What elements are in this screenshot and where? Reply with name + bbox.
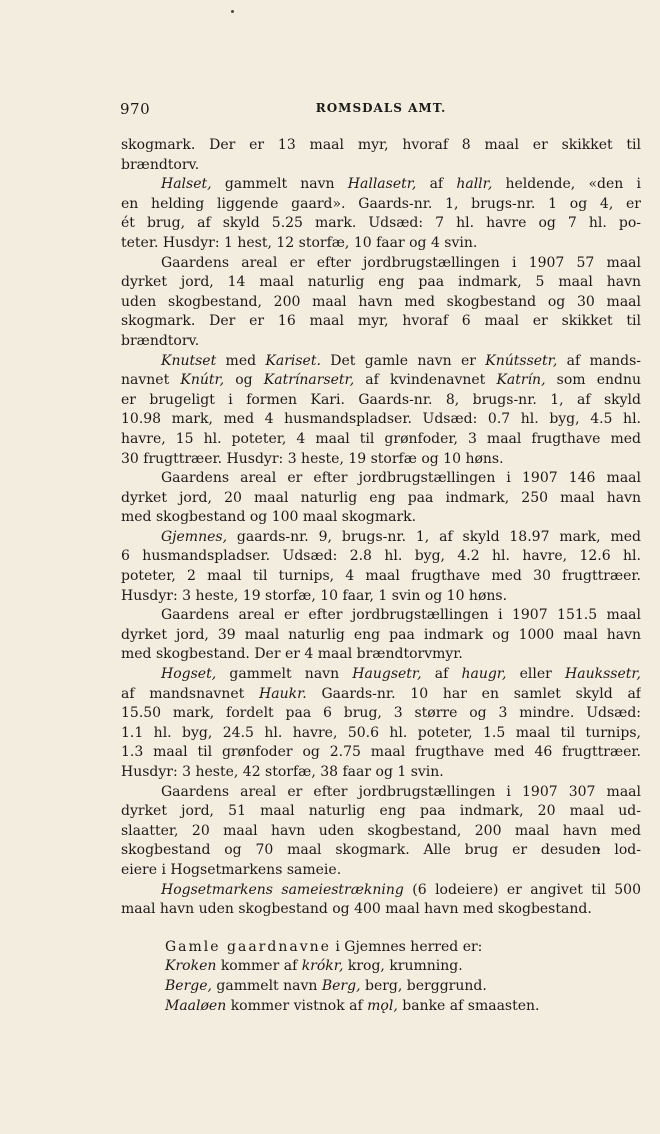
text-run: med skogbestand. Der er 4 maal brændtorvmyr. bbox=[121, 646, 463, 663]
text-run: en helding liggende gaard». Gaards-nr. 1, brugs-nr. 1 og 4, er bbox=[121, 195, 641, 212]
text-run: dyrket jord, 39 maal naturlig eng paa indmark og 1000 maal havn bbox=[121, 626, 641, 643]
text-run: 30 frugttræer. Husdyr: 3 heste, 19 storfæ og 10 høns. bbox=[121, 450, 504, 467]
text-line bbox=[121, 234, 641, 254]
text-run: skogmark. Der er 16 maal myr, hvoraf 6 maal er skikket til bbox=[121, 313, 641, 330]
text-line bbox=[121, 957, 641, 977]
text-run: gammelt navn bbox=[216, 666, 353, 683]
italic-term: Halset, bbox=[161, 176, 212, 193]
text-run: brændtorv. bbox=[121, 332, 200, 349]
text-line bbox=[121, 332, 641, 352]
text-line bbox=[121, 214, 641, 234]
text-run: af bbox=[416, 176, 457, 193]
text-line bbox=[121, 881, 641, 901]
text-run: teter. Husdyr: 1 hest, 12 storfæ, 10 faar og 4 svin. bbox=[121, 234, 478, 251]
text-line bbox=[121, 938, 641, 958]
text-line bbox=[121, 430, 641, 450]
italic-term: Hogset, bbox=[161, 666, 217, 683]
text-run: Husdyr: 3 heste, 19 storfæ, 10 faar, 1 svin og 10 høns. bbox=[121, 587, 508, 604]
text-run: heldende, «den i bbox=[492, 176, 641, 193]
text-line bbox=[121, 665, 641, 685]
text-run: af kvindenavnet bbox=[354, 372, 497, 389]
text-run: i Gjemnes herred er: bbox=[330, 938, 483, 955]
text-line bbox=[121, 685, 641, 705]
text-line bbox=[121, 547, 641, 567]
italic-term: Knutset bbox=[161, 352, 217, 369]
text-run: navnet bbox=[121, 372, 181, 389]
text-run: gaards-nr. 9, brugs-nr. 1, af skyld 18.97 mark, med bbox=[227, 528, 641, 545]
main-paragraphs bbox=[121, 136, 641, 920]
text-line bbox=[121, 156, 641, 176]
text-run: som endnu bbox=[545, 372, 641, 389]
text-line bbox=[121, 822, 641, 842]
text-line bbox=[121, 997, 641, 1017]
text-line bbox=[121, 528, 641, 548]
print-speck bbox=[231, 10, 234, 13]
text-run: 15.50 mark, fordelt paa 6 brug, 3 større og 3 mindre. Udsæd: bbox=[121, 705, 641, 722]
text-line bbox=[121, 391, 641, 411]
italic-term: Knútr, bbox=[180, 372, 225, 389]
text-run: brændtorv. bbox=[121, 156, 200, 173]
text-line bbox=[121, 371, 641, 391]
text-line bbox=[121, 195, 641, 215]
italic-term: Gjemnes, bbox=[161, 528, 228, 545]
text-run: med skogbestand og 100 maal skogmark. bbox=[121, 509, 417, 526]
italic-term: Kariset. bbox=[265, 352, 321, 369]
text-line bbox=[121, 587, 641, 607]
text-run: Gaardens areal er efter jordbrugstællingen i 1907 57 maal bbox=[161, 254, 641, 271]
text-run: af mands- bbox=[557, 352, 641, 369]
italic-term: mǫl, bbox=[367, 997, 398, 1014]
italic-term: haugr, bbox=[461, 666, 507, 683]
text-run: skogmark. Der er 13 maal myr, hvoraf 8 maal er skikket til bbox=[121, 137, 641, 153]
text-line bbox=[121, 861, 641, 881]
text-run: af mandsnavnet bbox=[121, 685, 260, 702]
text-run: Gaardens areal er efter jordbrugstællingen i 1907 307 maal bbox=[161, 783, 641, 800]
italic-term: Knútssetr, bbox=[485, 352, 558, 369]
running-head: ROMSDALS AMT. bbox=[315, 101, 447, 115]
text-line bbox=[121, 136, 641, 156]
italic-term: Hallasetr, bbox=[347, 176, 417, 193]
text-run: havre, 15 hl. poteter, 4 maal til grønfoder, 3 maal frugthave med bbox=[121, 430, 641, 447]
text-line bbox=[121, 175, 641, 195]
text-line bbox=[121, 254, 641, 274]
italic-term: Haugsetr, bbox=[352, 666, 422, 683]
text-run: gammelt navn bbox=[211, 176, 348, 193]
italic-term: Maaløen bbox=[165, 997, 227, 1014]
text-run: med bbox=[216, 352, 266, 369]
text-run: er brugeligt i formen Kari. Gaards-nr. 8, brugs-nr. 1, af skyld bbox=[121, 391, 641, 408]
italic-term: Katrínarsetr, bbox=[263, 372, 355, 389]
text-line bbox=[121, 977, 641, 997]
text-run: kommer vistnok af bbox=[226, 997, 368, 1014]
text-run: Det gamle navn er bbox=[320, 352, 486, 369]
text-line bbox=[121, 704, 641, 724]
italic-term: Haukssetr, bbox=[565, 666, 641, 683]
italic-term: Kroken bbox=[165, 958, 217, 975]
text-line bbox=[121, 352, 641, 372]
text-line bbox=[121, 724, 641, 744]
text-run: slaatter, 20 maal havn uden skogbestand, 200 maal havn med bbox=[121, 822, 641, 839]
text-run: kommer af bbox=[216, 958, 302, 975]
text-run: Gaardens areal er efter jordbrugstællingen i 1907 146 maal bbox=[161, 470, 641, 487]
text-run: ét brug, af skyld 5.25 mark. Udsæd: 7 hl. havre og 7 hl. po- bbox=[121, 215, 641, 232]
text-line bbox=[121, 469, 641, 489]
text-line bbox=[121, 606, 641, 626]
text-line bbox=[121, 450, 641, 470]
text-line bbox=[121, 626, 641, 646]
page-header bbox=[120, 100, 642, 122]
italic-term: Berge, bbox=[165, 977, 212, 994]
text-run: Husdyr: 3 heste, 42 storfæ, 38 faar og 1 svin. bbox=[121, 764, 444, 780]
text-line bbox=[121, 783, 641, 803]
text-line bbox=[121, 293, 641, 313]
text-run: dyrket jord, 51 maal naturlig eng paa indmark, 20 maal ud- bbox=[121, 803, 641, 820]
text-run: 1.1 hl. byg, 24.5 hl. havre, 50.6 hl. poteter, 1.5 maal til turnips, bbox=[121, 724, 641, 741]
italic-term: Berg, bbox=[321, 977, 361, 994]
text-run: banke af smaasten. bbox=[397, 997, 540, 1014]
body-text bbox=[121, 136, 641, 1016]
text-run: maal havn uden skogbestand og 400 maal havn med skogbestand. bbox=[121, 901, 592, 918]
text-run: 10.98 mark, med 4 husmandspladser. Udsæd: 0.7 hl. byg, 4.5 hl. bbox=[121, 411, 641, 428]
text-run: eiere i Hogsetmarkens sameie. bbox=[121, 861, 342, 878]
text-run: og bbox=[224, 372, 264, 389]
text-run: berg, berggrund. bbox=[360, 977, 487, 994]
text-run: 6 husmandspladser. Udsæd: 2.8 hl. byg, 4.2 hl. havre, 12.6 hl. bbox=[121, 548, 641, 565]
text-run: Gamle gaardnavne bbox=[165, 938, 331, 955]
text-run: (6 lodeiere) er angivet til 500 bbox=[403, 881, 641, 898]
text-run: krog, krumning. bbox=[343, 958, 463, 975]
text-run: dyrket jord, 14 maal naturlig eng paa indmark, 5 maal havn bbox=[121, 274, 641, 291]
text-line bbox=[121, 312, 641, 332]
old-farm-names-section bbox=[121, 938, 641, 1016]
text-run: Gaards-nr. 10 har en samlet skyld af bbox=[306, 685, 641, 702]
italic-term: krókr, bbox=[301, 958, 344, 975]
text-line bbox=[121, 743, 641, 763]
text-line bbox=[121, 900, 641, 920]
text-run: af bbox=[421, 666, 462, 683]
text-line bbox=[121, 489, 641, 509]
text-line bbox=[121, 273, 641, 293]
text-line bbox=[121, 841, 641, 861]
text-run: 1.3 maal til grønfoder og 2.75 maal frugthave med 46 frugttræer. bbox=[121, 744, 641, 761]
text-line bbox=[121, 763, 641, 783]
italic-term: hallr, bbox=[456, 176, 493, 193]
text-run: uden skogbestand, 200 maal havn med skogbestand og 30 maal bbox=[121, 293, 641, 310]
text-line bbox=[121, 645, 641, 665]
italic-term: Hogsetmarkens sameiestrækning bbox=[161, 881, 404, 898]
italic-term: Haukr. bbox=[259, 685, 307, 702]
text-run: skogbestand og 70 maal skogmark. Alle brug er desuden lod- bbox=[121, 842, 641, 859]
text-run: gammelt navn bbox=[211, 977, 322, 994]
text-line bbox=[121, 508, 641, 528]
text-run: dyrket jord, 20 maal naturlig eng paa indmark, 250 maal havn bbox=[121, 489, 641, 506]
text-run: poteter, 2 maal til turnips, 4 maal frugthave med 30 frugttræer. bbox=[121, 568, 641, 585]
text-run: Gaardens areal er efter jordbrugstællingen i 1907 151.5 maal bbox=[161, 607, 641, 624]
text-line bbox=[121, 802, 641, 822]
text-line bbox=[121, 567, 641, 587]
italic-term: Katrín, bbox=[496, 372, 546, 389]
text-line bbox=[121, 410, 641, 430]
text-run: eller bbox=[506, 666, 566, 683]
page-number: 970 bbox=[120, 100, 151, 118]
